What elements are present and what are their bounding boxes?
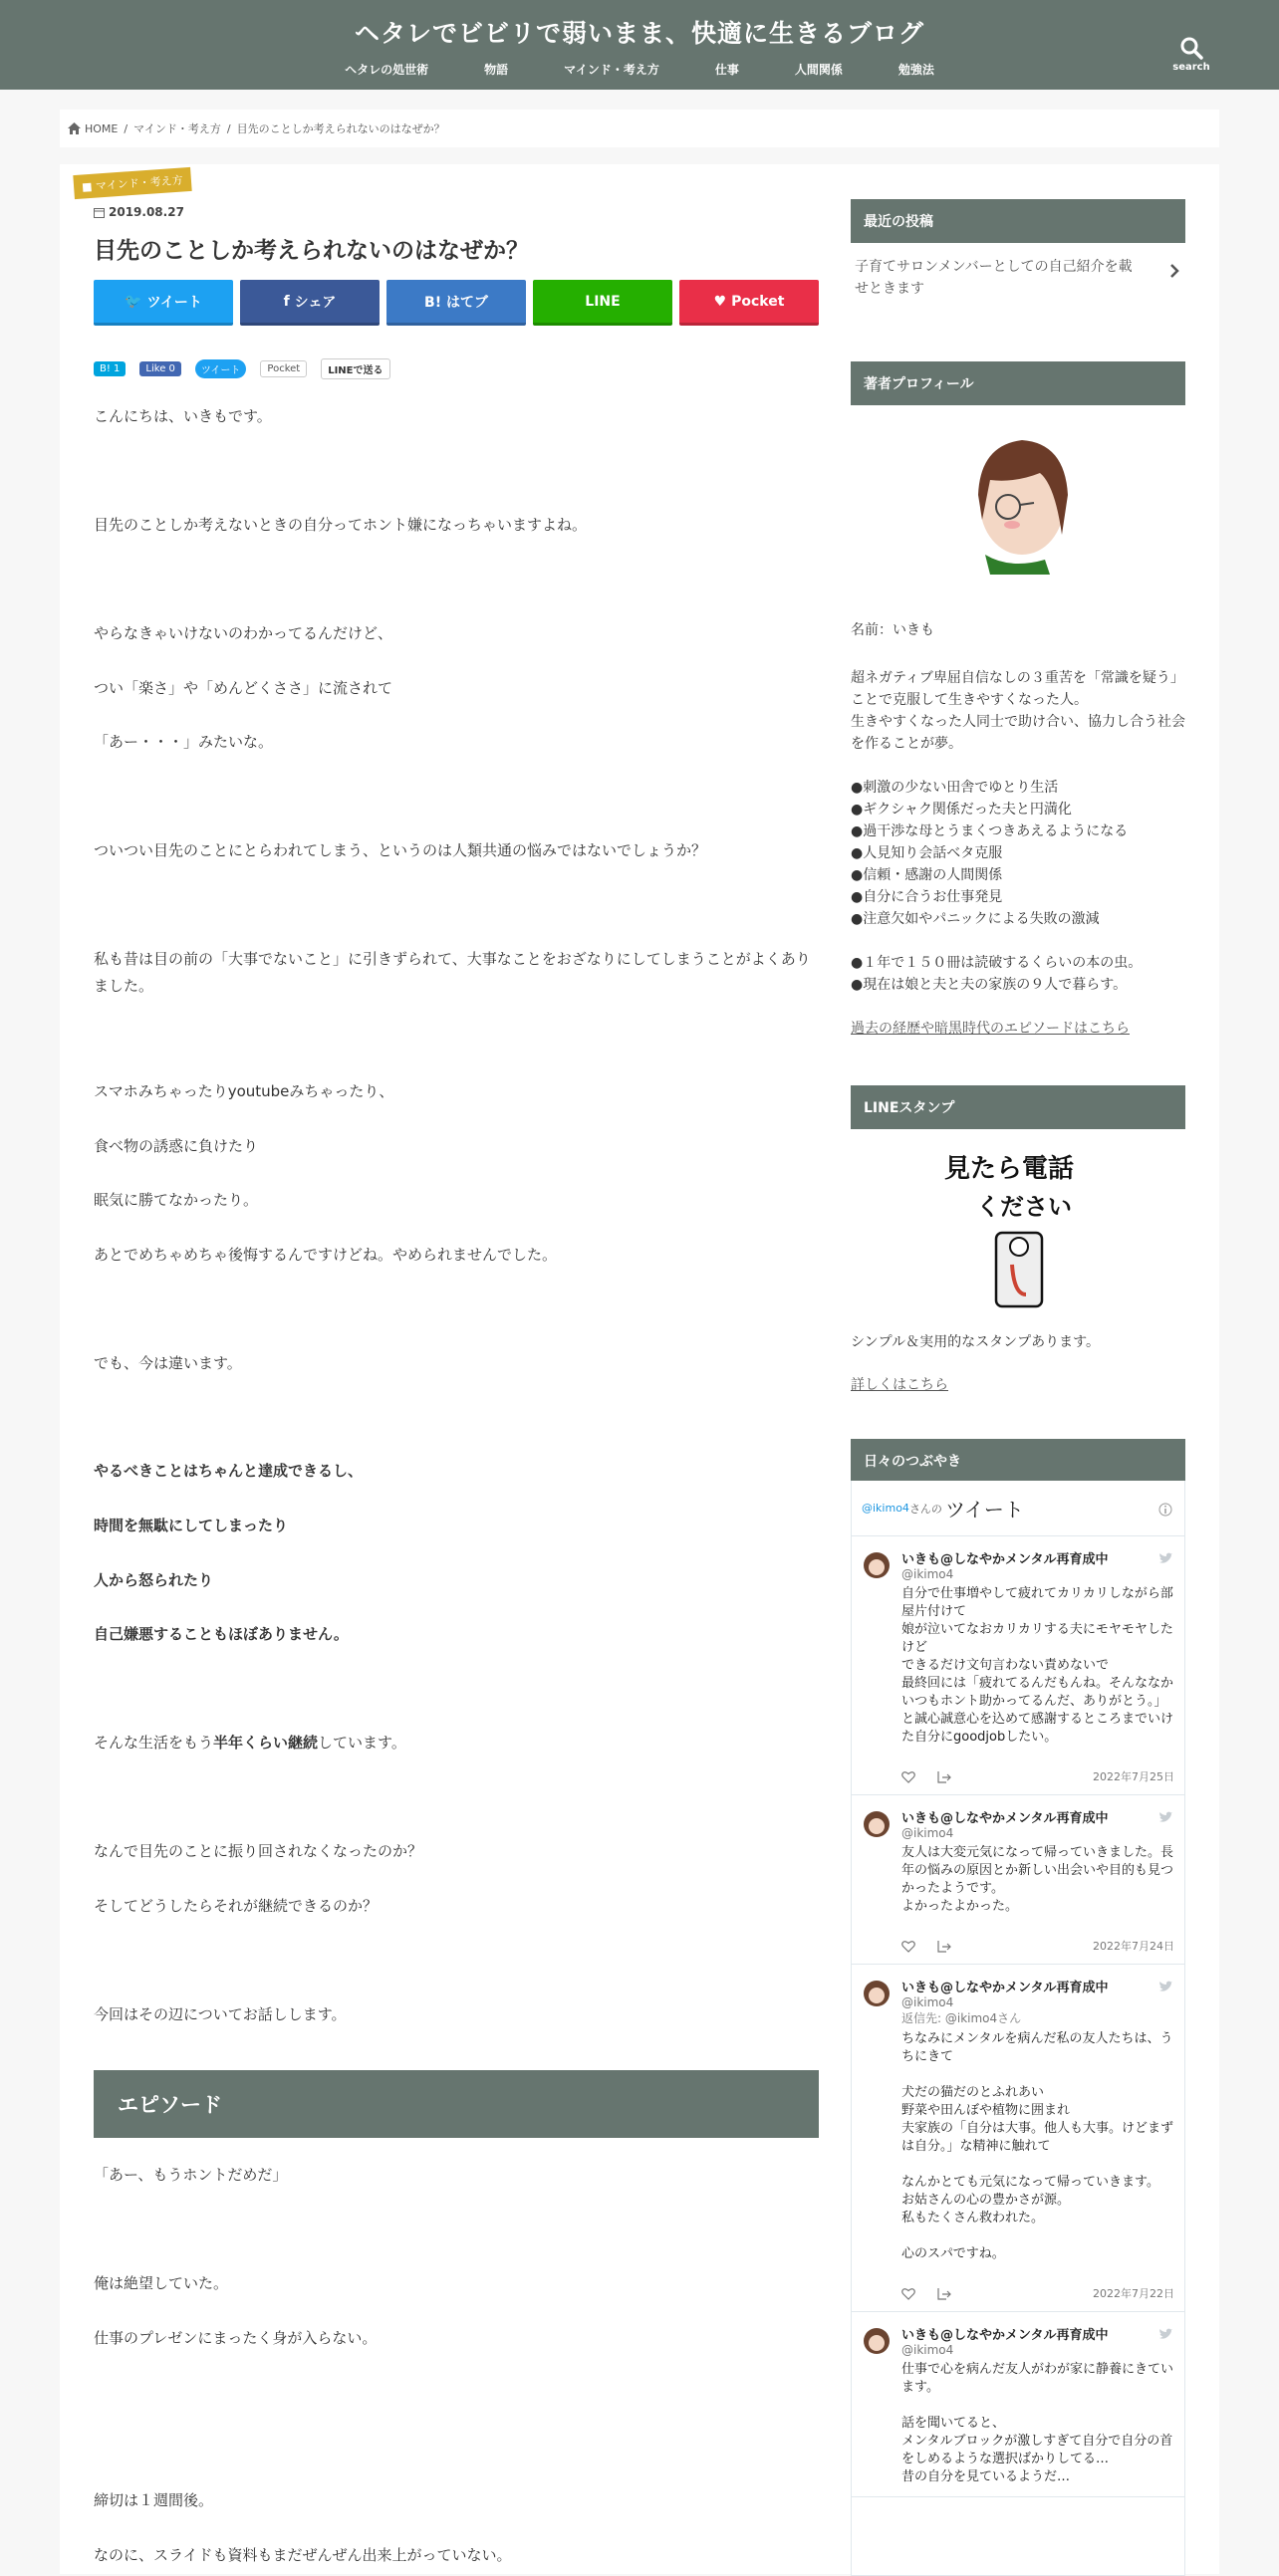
calendar-icon: [94, 207, 105, 218]
paragraph: 俺は絶望していた。: [94, 2274, 229, 2292]
profile-list-item: ●ギクシャク関係だった夫と円満化: [851, 802, 1072, 818]
line-stamp-image: [934, 1145, 1094, 1314]
twitter-bird-icon[interactable]: [1158, 1811, 1172, 1823]
share-icon[interactable]: [937, 1770, 951, 1783]
timeline-label: ツイート: [944, 1498, 1024, 1522]
paragraph: なんで目先のことに振り回されなくなったのか？: [94, 1842, 423, 1860]
share-hatena-button[interactable]: [386, 280, 526, 326]
share-hatena-label: B! はてブ: [424, 294, 488, 311]
paragraph: 目先のことしか考えないときの自分ってホント嫌になっちゃいますよね。: [94, 516, 588, 534]
breadcrumb-home[interactable]: HOME: [85, 121, 119, 135]
twitter-bird-icon[interactable]: [1158, 1981, 1172, 1992]
share-line-button[interactable]: [533, 280, 672, 326]
tweet-text: 自分で仕事増やして疲れてカリカリしながら部屋片付けて 娘が泣いてなおカリカリする夫にモヤモヤしたけど できるだけ文句言わない責めないで 最終回には「疲れてるんだもんね。そんななかいつもホント助かってるんだ、ありがとう。」と誠心誠意心を込めて感謝するところまでいけた自分にgoodjobしたい。: [901, 1586, 1174, 1745]
author-avatar: [950, 425, 1080, 575]
tweet-avatar[interactable]: [864, 1981, 890, 2006]
paragraph-bold: 自己嫌悪することもほぼありません。: [94, 1625, 349, 1643]
tweets-title: 日々のつぶやき: [851, 1439, 1185, 1483]
profile-list: [851, 777, 1185, 930]
paragraph: 「あー・・・」みたいな。: [94, 733, 274, 751]
tweet-text: 仕事で心を病んだ友人がわが家に静養にきています。 話を聞いてると、 メンタルブロックが激しすぎて自分で自分の首をしめるような選択ばかりしてる… 昔の自分を見ているようだ…: [901, 2362, 1174, 2484]
paragraph: [94, 1730, 819, 1756]
breadcrumb-separator: /: [124, 121, 128, 135]
share-icon[interactable]: [937, 1940, 951, 1953]
paragraph: なのに、スライドも資料もまだぜんぜん出来上がっていない。: [94, 2546, 512, 2564]
paragraph: ついつい目先のことにとらわれてしまう、というのは人類共通の悩みではないでしょうか？: [94, 841, 707, 859]
timeline-header: [852, 1481, 1184, 1536]
paragraph: 眠気に勝てなかったり。: [94, 1191, 259, 1209]
tweet-author-handle[interactable]: @ikimo4: [901, 1995, 954, 2009]
twitter-icon: 🐦: [125, 293, 142, 310]
tweet-footer: [901, 1938, 1174, 1954]
profile-list-item: ●自分に合うお仕事発見: [851, 889, 1003, 905]
share-line-label: LINE: [585, 293, 621, 310]
profile-intro: 超ネガティブ卑屈自信なしの３重苦を「常識を疑う」ことで克服して生きやすくなった人。: [851, 670, 1184, 708]
paragraph: スマホみちゃったりyoutubeみちゃったり、: [94, 1082, 394, 1100]
facebook-like-button[interactable]: Like 0: [139, 361, 180, 376]
tweet-button[interactable]: ツイート: [195, 359, 247, 378]
tweet-footer: [901, 1768, 1174, 1784]
paragraph: 仕事のプレゼンにまったく身が入らない。: [94, 2329, 378, 2347]
tweet-avatar[interactable]: [864, 1552, 890, 1578]
tweet-author-name[interactable]: いきも@しなやかメンタル再育成中: [901, 2328, 1109, 2343]
post-date-text: 2019.08.27: [109, 205, 184, 219]
share-pocket-button[interactable]: [679, 280, 819, 326]
paragraph-text: そんな生活をもう: [94, 1734, 214, 1752]
profile-dream: 生きやすくなった人同士で助け合い、協力し合う社会を作ることが夢。: [851, 714, 1185, 752]
paragraph: 「あー、もうホントだめだ」: [94, 2166, 288, 2184]
tweet-author-handle[interactable]: @ikimo4: [901, 1567, 954, 1581]
profile-title: 著者プロフィール: [851, 361, 1185, 405]
tweet-author-handle[interactable]: @ikimo4: [901, 1826, 954, 1840]
tweet-date[interactable]: 2022年7月25日: [1093, 1770, 1174, 1783]
chevron-right-icon: [1169, 264, 1179, 278]
like-icon[interactable]: [901, 1770, 915, 1783]
line-stamp-title: LINEスタンプ: [851, 1085, 1185, 1129]
timeline-san: さんの: [908, 1502, 942, 1516]
nav-item-monogatari[interactable]: 物語: [484, 63, 509, 77]
share-twitter-button[interactable]: [94, 280, 233, 326]
tweet[interactable]: [852, 2312, 1184, 2497]
search-icon: [1179, 36, 1203, 60]
like-icon[interactable]: [901, 2287, 915, 2300]
tweet-footer: [901, 2285, 1174, 2301]
profile-facts: [851, 952, 1185, 996]
site-title[interactable]: ヘタレでビビリで弱いまま、快適に生きるブログ: [354, 19, 924, 48]
post-date: [94, 205, 184, 219]
paragraph: 今回はその辺についてお話しします。: [94, 2005, 347, 2023]
twitter-bird-icon[interactable]: [1158, 2328, 1172, 2340]
paragraph: つい「楽さ」や「めんどくささ」に流されて: [94, 679, 393, 697]
paragraph-bold: 人から怒られたり: [94, 1571, 214, 1589]
breadcrumb-separator: /: [226, 121, 231, 135]
tweet[interactable]: [852, 1536, 1184, 1795]
stamp-text-line1: 見たら電話: [944, 1154, 1075, 1184]
share-facebook-button[interactable]: [240, 280, 380, 326]
paragraph-bold: やるべきことはちゃんと達成できるし、: [94, 1462, 364, 1480]
breadcrumb: [60, 110, 1219, 147]
recent-posts-title: 最近の投稿: [851, 199, 1185, 243]
tweet-avatar[interactable]: [864, 2328, 890, 2354]
recent-post-link[interactable]: 子育てサロンメンバーとしての自己紹介を載せときます: [855, 259, 1133, 297]
profile-fact: ●１年で１５０冊は読破するくらいの本の虫。: [851, 955, 1143, 971]
home-icon: [68, 122, 81, 134]
global-nav: [0, 61, 1279, 78]
breadcrumb-category[interactable]: マインド・考え方: [133, 122, 221, 135]
profile-list-item: ●信頼・感謝の人間関係: [851, 867, 1003, 883]
share-twitter-label: ツイート: [146, 294, 202, 311]
tweet-reply-to[interactable]: 返信先: @ikimo4さん: [901, 2011, 1022, 2025]
profile-history-link[interactable]: 過去の経歴や暗黒時代のエピソードはこちら: [851, 1021, 1130, 1037]
pocket-button[interactable]: Pocket: [260, 360, 307, 377]
profile-list-item: ●刺激の少ない田舎でゆとり生活: [851, 780, 1059, 796]
paragraph: 私も昔は目の前の「大事でないこと」に引きずられて、大事なことをおざなりにしてしまうことがよくありました。: [94, 950, 811, 995]
share-buttons: [94, 280, 819, 326]
paragraph: 食べ物の誘惑に負けたり: [94, 1137, 259, 1155]
paragraph: こんにちは、いきもです。: [94, 407, 272, 425]
site-header: [0, 0, 1279, 90]
tweet-author-name[interactable]: いきも@しなやかメンタル再育成中: [901, 1552, 1109, 1567]
paragraph-bold: 時間を無駄にしてしまったり: [94, 1517, 289, 1534]
search-label: search: [1172, 62, 1210, 73]
twitter-timeline[interactable]: [851, 1481, 1185, 2576]
paragraph: でも、今は違います。: [94, 1354, 242, 1372]
line-stamp-description: シンプル＆実用的なスタンプあります。: [851, 1334, 1100, 1350]
nav-item-shoseijutsu[interactable]: ヘタレの処世術: [345, 63, 429, 77]
category-label-text: マインド・考え方: [95, 173, 184, 193]
stamp-text-line2: ください: [976, 1193, 1072, 1221]
timeline-handle[interactable]: @ikimo4: [862, 1502, 909, 1515]
category-label[interactable]: [73, 167, 191, 199]
share-pocket-label: Pocket: [731, 293, 785, 310]
nav-item-work[interactable]: 仕事: [714, 63, 739, 77]
folder-icon: ■: [81, 179, 97, 194]
pocket-icon: ♥: [713, 293, 727, 310]
nav-item-study[interactable]: 勉強法: [897, 63, 934, 77]
breadcrumb-current: 目先のことしか考えられないのはなぜか？: [236, 122, 445, 135]
content-card: [60, 164, 1219, 2574]
tweet-text: ちなみにメンタルを病んだ私の友人たちは、うちにきて 犬だの猫だのとふれあい 野菜や田んぼや植物に囲まれ 夫家族の「自分は大事。他人も大事。けどまずは自分。」な精神に触れて なんかとても元気になって帰っていきます。 お姑さんの心の豊かさが源。 私もたくさん救われた。 心のスパですね。: [901, 2031, 1174, 2261]
paragraph-emphasis: 半年くらい継続: [213, 1734, 319, 1752]
hatena-count-button[interactable]: B! 1: [94, 361, 126, 376]
tweet[interactable]: [852, 1965, 1184, 2312]
share-icon[interactable]: [937, 2287, 951, 2300]
profile-list-item: ●注意欠如やパニックによる失敗の激減: [851, 911, 1100, 927]
paragraph: 締切は１週間後。: [94, 2491, 214, 2509]
tweet-author-name[interactable]: いきも@しなやかメンタル再育成中: [901, 1811, 1109, 1826]
tweet-author-name[interactable]: いきも@しなやかメンタル再育成中: [901, 1981, 1109, 1995]
paragraph-text: しています。: [318, 1734, 406, 1752]
section-heading: エピソード: [94, 2070, 819, 2138]
paragraph: あとでめちゃめちゃ後悔するんですけどね。やめられませんでした。: [94, 1246, 558, 1264]
paragraph: やらなきゃいけないのわかってるんだけど、: [94, 624, 393, 642]
tweet-author-handle[interactable]: @ikimo4: [901, 2343, 954, 2357]
tweet-date[interactable]: 2022年7月24日: [1093, 1940, 1174, 1953]
profile-list-item: ●人見知り会話ベタ克服: [851, 845, 1003, 861]
line-stamp-link[interactable]: 詳しくはこちら: [851, 1377, 948, 1393]
share-facebook-label: シェア: [294, 294, 337, 311]
search-button[interactable]: [1171, 36, 1211, 73]
profile-list-item: ●過干渉な母とうまくつきあえるようになる: [851, 823, 1129, 839]
tweet-text: 友人は大変元気になって帰っていきました。長年の悩みの原因とか新しい出会いや目的も見つかったようです。 よかったよかった。: [901, 1845, 1174, 1914]
nav-item-mind[interactable]: マインド・考え方: [564, 63, 659, 77]
article-title: 目先のことしか考えられないのはなぜか？: [94, 238, 529, 264]
line-send-button[interactable]: LINEで送る: [321, 358, 389, 379]
facebook-icon: f: [283, 293, 290, 310]
tweet[interactable]: [852, 1795, 1184, 1965]
paragraph: そしてどうしたらそれが継続できるのか？: [94, 1897, 379, 1915]
profile-name: 名前：いきも: [851, 622, 934, 638]
info-icon[interactable]: [1158, 1503, 1172, 1517]
like-icon[interactable]: [901, 1940, 915, 1953]
tweet-date[interactable]: 2022年7月22日: [1093, 2287, 1174, 2300]
mini-share-bar: [94, 358, 390, 379]
nav-item-relationships[interactable]: 人間関係: [794, 63, 843, 77]
tweet-avatar[interactable]: [864, 1811, 890, 1837]
twitter-bird-icon[interactable]: [1158, 1552, 1172, 1564]
profile-fact: ●現在は娘と夫と夫の家族の９人で暮らす。: [851, 977, 1128, 993]
